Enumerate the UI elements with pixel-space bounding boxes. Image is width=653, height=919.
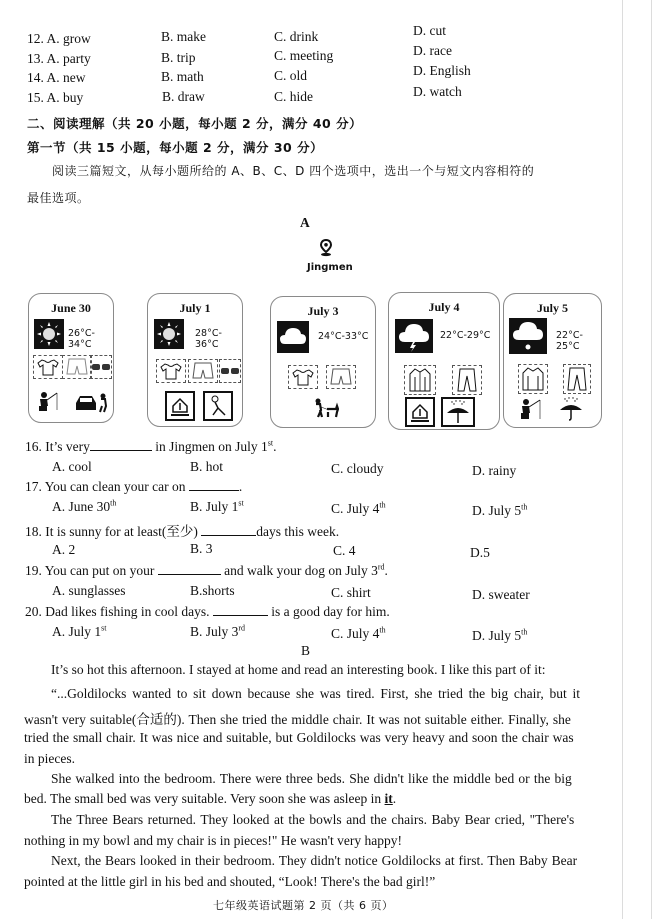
- option-14c: C. old: [274, 68, 308, 83]
- answer-blank: [90, 440, 152, 451]
- cloud-icon: [277, 321, 309, 353]
- map-pin-icon: [320, 239, 332, 257]
- passage-line: pointed at the little girl in his bed and shouted, “Look! There's the bad girl!”: [24, 874, 436, 889]
- weather-card-july-3: [270, 296, 376, 428]
- sunglasses-icon: [90, 355, 112, 379]
- shorts-icon: [188, 359, 218, 383]
- answer-blank: [201, 525, 256, 536]
- option-14a: 14. A. new: [27, 70, 86, 85]
- fishing-icon: [37, 391, 59, 417]
- passage-line: in pieces.: [24, 751, 75, 766]
- t-shirt-icon: [156, 359, 186, 383]
- t-shirt-icon: [33, 355, 63, 379]
- option-15a: 15. A. buy: [27, 90, 84, 105]
- thunderstorm-icon: [395, 319, 433, 353]
- option-20d: D. July 5th: [472, 627, 528, 643]
- option-17d: D. July 5th: [472, 502, 528, 518]
- option-18d: D.5: [470, 545, 490, 560]
- passage-line: It’s so hot this afternoon. I stayed at home and read an interesting book. I like this part of it:: [51, 662, 546, 677]
- passage-line: The Three Bears returned. They looked at the bowls and the chairs. Baby Bear cried, "There's: [51, 812, 575, 827]
- passage-line: tried the small chair. It was nice and suitable, but Goldilocks was very heavy and soon the chair was: [24, 730, 574, 745]
- passage-a-label: A: [300, 215, 310, 230]
- card-date: July 1: [179, 301, 211, 315]
- page-edge-line: [622, 0, 623, 919]
- stay-at-home-icon: [405, 397, 435, 427]
- shorts-icon: [62, 355, 92, 379]
- weather-card-july-5: [503, 293, 602, 428]
- question-20-text-post: is a good day for him.: [267, 604, 390, 619]
- passage-line: She walked into the bedroom. There were three beds. She didn't like the middle bed or the big: [51, 771, 572, 786]
- passage-line: Next, the Bears looked in their bedroom. They didn't notice Goldilocks at first. Then Baby Bear: [51, 853, 578, 868]
- weather-card-july-1: [147, 293, 243, 427]
- option-19a: A. sunglasses: [52, 583, 126, 598]
- option-19b: B.shorts: [190, 583, 235, 598]
- option-17b: B. July 1st: [190, 498, 244, 514]
- option-13d: D. race: [413, 43, 452, 58]
- question-20-text: 20. Dad likes fishing in cool days.: [25, 604, 213, 619]
- temperature: 22°C-25°C: [556, 330, 583, 352]
- question-16-end: .: [273, 439, 277, 454]
- page-footer: 七年级英语试题第 2 页（共 6 页）: [213, 899, 394, 912]
- ordinal-suffix: rd: [377, 562, 385, 572]
- shirt-icon: [404, 365, 436, 395]
- option-15b: B. draw: [162, 89, 205, 104]
- weather-card-july-4: [388, 292, 500, 430]
- sun-icon: [154, 319, 184, 349]
- umbrella-icon: [441, 397, 475, 427]
- shirt-icon: [518, 364, 548, 394]
- weather-card-june-30: [28, 293, 114, 423]
- option-17a: A. June 30th: [52, 498, 117, 514]
- option-13b: B. trip: [161, 50, 196, 65]
- option-14d: D. English: [413, 63, 471, 78]
- option-16d: D. rainy: [472, 463, 517, 478]
- option-16c: C. cloudy: [331, 461, 384, 476]
- question-16-text-post: in Jingmen on July 1: [151, 439, 268, 454]
- option-20b: B. July 3rd: [190, 623, 246, 639]
- option-19d: D. sweater: [472, 587, 530, 602]
- passage-line: wasn't very suitable(合适的). Then she tried the middle chair. It was not suitable either. Finally, she: [24, 712, 571, 727]
- answer-blank: [189, 480, 239, 491]
- ordinal-suffix: st: [267, 438, 274, 448]
- option-18b: B. 3: [190, 541, 213, 556]
- card-date: July 4: [428, 300, 460, 314]
- section-subheading: 第一节（共 15 小题，每小题 2 分，满分 30 分）: [27, 140, 324, 155]
- rain-cloud-icon: [509, 318, 547, 354]
- passage-b-label: B: [301, 643, 311, 658]
- option-18a: A. 2: [52, 542, 76, 557]
- answer-blank: [213, 605, 268, 616]
- wash-car-icon: [74, 391, 108, 417]
- city-name: Jingmen: [307, 262, 353, 273]
- option-15d: D. watch: [413, 84, 462, 99]
- question-17-text: 17. You can clean your car on: [25, 479, 189, 494]
- option-12d: D. cut: [413, 23, 446, 38]
- option-19c: C. shirt: [331, 585, 371, 600]
- card-date: July 3: [307, 304, 339, 318]
- sunglasses-icon: [219, 359, 241, 383]
- instruction-line-1: 阅读三篇短文，从每小题所给的 A、B、C、D 四个选项中，选出一个与短文内容相符的: [52, 164, 535, 178]
- question-18-text: 18. It is sunny for at least(至少): [25, 524, 202, 539]
- option-16a: A. cool: [52, 459, 92, 474]
- underlined-word: it: [384, 791, 393, 806]
- option-13c: C. meeting: [274, 48, 334, 63]
- fishing-icon: [519, 398, 543, 426]
- question-16-text: 16. It’s very: [25, 439, 90, 454]
- section-heading: 二、阅读理解（共 20 小题，每小题 2 分，满分 40 分）: [27, 116, 363, 131]
- shorts-icon: [326, 365, 356, 389]
- option-15c: C. hide: [274, 89, 313, 104]
- trousers-icon: [563, 364, 591, 394]
- umbrella-icon: [558, 396, 584, 426]
- option-13a: 13. A. party: [27, 51, 91, 66]
- passage-line: “...Goldilocks wanted to sit down because she was tired. First, she tried the big chair, but it: [51, 686, 581, 701]
- temperature: 26°C-34°C: [68, 328, 95, 350]
- temperature: 28°C-36°C: [195, 328, 222, 350]
- card-date: July 5: [536, 301, 568, 315]
- question-19-text-post: and walk your dog on July 3: [220, 563, 378, 578]
- option-20a: A. July 1st: [52, 623, 107, 639]
- stay-at-home-icon: [165, 391, 195, 421]
- exercise-sign-icon: [203, 391, 233, 421]
- option-12b: B. make: [161, 29, 206, 44]
- question-18-text-post: days this week.: [256, 524, 340, 539]
- page-edge-line: [651, 0, 652, 919]
- option-17c: C. July 4th: [331, 500, 386, 516]
- option-12c: C. drink: [274, 29, 319, 44]
- temperature: 22°C-29°C: [440, 330, 491, 341]
- passage-line: nothing in my bowl and my chair is in pieces!" He wasn't very happy!: [24, 833, 402, 848]
- question-19-end: .: [384, 563, 388, 578]
- question-19-text: 19. You can put on your: [25, 563, 158, 578]
- option-12a: 12. A. grow: [27, 31, 91, 46]
- option-16b: B. hot: [190, 459, 224, 474]
- walking-dog-icon: [313, 398, 339, 422]
- instruction-line-2: 最佳选项。: [27, 191, 90, 205]
- passage-line: bed. The small bed was very suitable. Very soon she was asleep in it.: [24, 791, 397, 806]
- card-date: June 30: [51, 301, 91, 315]
- option-18c: C. 4: [333, 543, 356, 558]
- sun-icon: [34, 319, 64, 349]
- option-20c: C. July 4th: [331, 625, 386, 641]
- answer-blank: [158, 564, 221, 575]
- t-shirt-icon: [288, 365, 318, 389]
- option-14b: B. math: [161, 69, 204, 84]
- trousers-icon: [452, 365, 482, 395]
- temperature: 24°C-33°C: [318, 331, 369, 342]
- question-17-end: .: [238, 479, 243, 494]
